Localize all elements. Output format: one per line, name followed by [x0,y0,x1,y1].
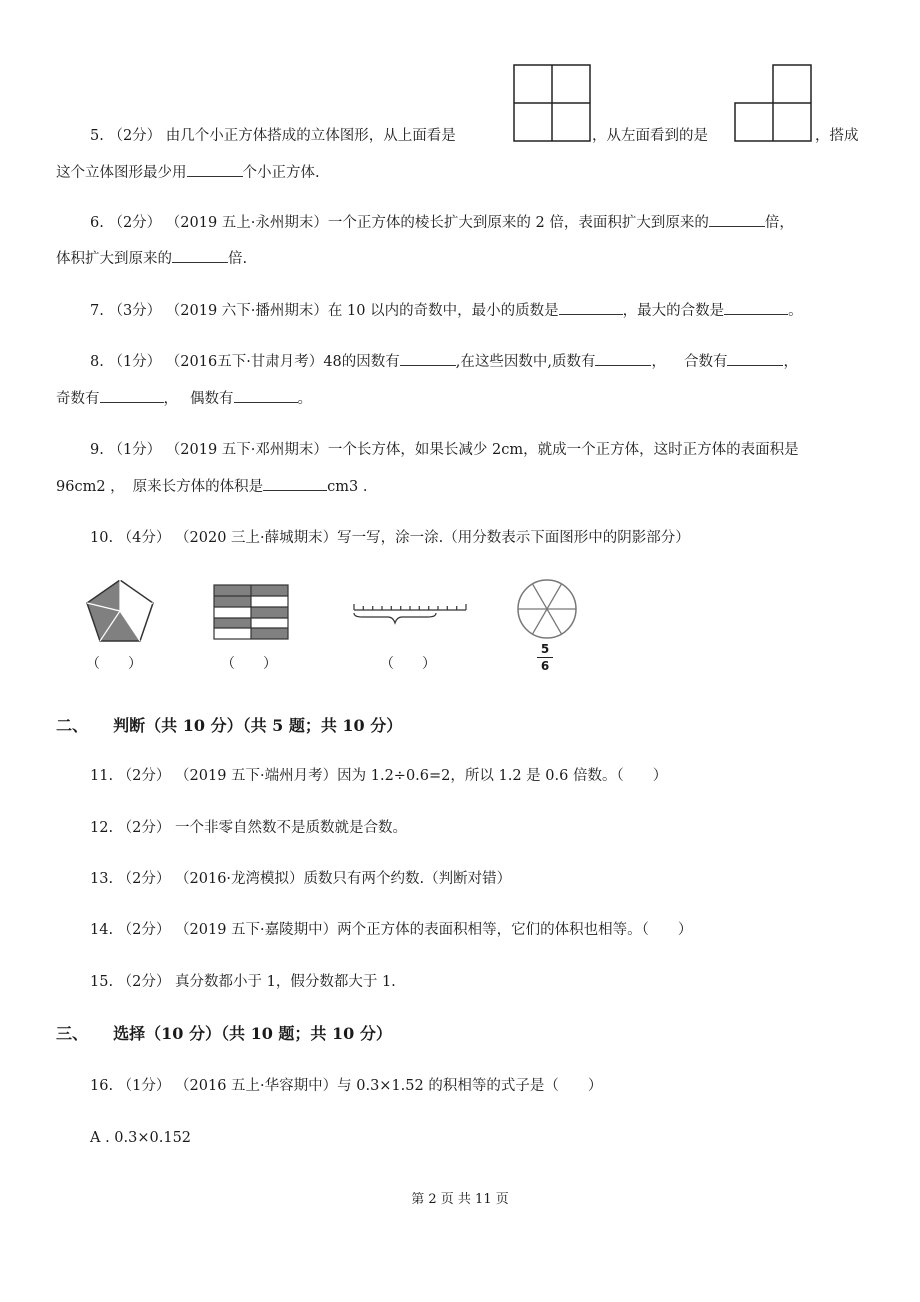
q6-line1 [90,212,794,233]
fraction-bar [537,657,553,658]
q9-line2-area: 96cm2 ， [56,479,125,495]
q6-line2-end: 倍. [228,251,248,267]
number-line-brace-figure [352,600,468,626]
q6-line2 [56,248,247,269]
grid-answer-parens[interactable]: （ ） [221,656,277,672]
q5-text-end: ，搭成 [815,128,859,144]
q7-source: （2019 六下·播州期末） [165,303,328,319]
q8-number: 8. [90,354,104,370]
q8-text-prime: ,在这些因数中,质数有 [455,354,596,370]
fraction-denominator: 6 [540,659,550,673]
q9-text: 一个长方体，如果长减少 2cm，就成一个正方体，这时正方体的表面积是 [327,442,799,458]
q7-blank-composite[interactable] [724,300,788,315]
numberline-answer-parens[interactable]: （ ） [380,656,436,672]
left-view-grid-figure [734,64,812,142]
q15-score: （2分） [117,974,171,990]
q16-option-a[interactable]: A . 0.3×0.152 [90,1130,192,1146]
q6-text-end: 倍， [764,215,794,231]
q15-line [90,972,396,992]
q10-source: （2020 三上·薛城期末） [175,530,338,546]
q6-number: 6. [90,215,104,231]
q8-text-sep2: ， [783,354,798,370]
q8-blank-primes[interactable] [595,351,651,366]
q8-line1 [90,351,798,372]
q10-score: （4分） [117,530,171,546]
q11-score: （2分） [117,768,171,784]
q8-blank-evens[interactable] [234,388,298,403]
q8-text-composite: 合数有 [683,354,728,370]
q16-source: （2016 五上·华容期中） [175,1078,338,1094]
section-3-number: 三、 [56,1024,89,1043]
q9-source: （2019 五下·邓州期末） [165,442,328,458]
section-2-title: 判断（共 10 分）（共 5 题；共 10 分） [113,716,403,735]
q5-number: 5. [90,128,104,144]
q9-number: 9. [90,442,104,458]
q8-source: （2016五下·甘肃月考） [165,354,324,370]
q8-text: 48的因数有 [323,354,400,370]
q11-number: 11. [90,768,114,784]
q13-source: （2016·龙湾模拟） [175,871,304,887]
q12-line [90,818,407,838]
q9-score: （1分） [108,442,162,458]
q9-blank-volume[interactable] [263,476,327,491]
q11-text: 因为 1.2÷0.6=2，所以 1.2 是 0.6 倍数。（ ） [337,768,668,784]
q16-line [90,1076,602,1096]
section-3-title: 选择（10 分）（共 10 题；共 10 分） [113,1024,392,1043]
q11-line [90,766,667,786]
q7-score: （3分） [108,303,162,319]
page-footer: 第 2 页 共 11 页 [411,1192,509,1207]
q8-line2-sep: ， [163,391,178,407]
q8-line2-end: 。 [297,391,312,407]
q8-blank-odds[interactable] [100,388,164,403]
q7-line [90,300,803,321]
q6-source: （2019 五上·永州期末） [165,215,328,231]
q10-text: 写一写，涂一涂.（用分数表示下面图形中的阴影部分） [337,530,690,546]
q10-number: 10. [90,530,114,546]
q12-number: 12. [90,820,114,836]
q6-line2-text: 体积扩大到原来的 [56,251,172,267]
divided-circle-figure [516,578,578,640]
q16-score: （1分） [117,1078,171,1094]
q14-source: （2019 五下·嘉陵期中） [175,922,338,938]
q9-line2-text: 原来长方体的体积是 [132,479,264,495]
shaded-grid-rectangle-figure [213,584,289,640]
q16-text: 与 0.3×1.52 的积相等的式子是（ ） [337,1078,603,1094]
q5-score: （2分） [108,128,162,144]
circle-fraction-label [537,642,553,673]
shaded-pentagon-figure [86,580,154,642]
q13-score: （2分） [117,871,171,887]
q6-blank-volume[interactable] [172,248,228,263]
q16-number: 16. [90,1078,114,1094]
section-2-number: 二、 [56,716,89,735]
q5-answer-blank[interactable] [187,162,243,177]
top-view-grid-figure [513,64,591,142]
section-2-heading [56,716,402,736]
q9-line2-unit: cm3 . [327,479,368,495]
q7-text-mid: ，最大的合数是 [622,303,725,319]
q13-number: 13. [90,871,114,887]
q9-line2 [56,476,367,497]
q8-line2-odd: 奇数有 [56,391,100,407]
q5-text-left-view: ，从左面看到的是 [592,128,708,144]
pentagon-answer-parens[interactable]: （ ） [86,656,142,672]
q5-text: 由几个小正方体搭成的立体图形，从上面看是 [165,128,456,144]
q8-blank-composites[interactable] [727,351,783,366]
q14-text: 两个正方体的表面积相等，它们的体积也相等。（ ） [337,922,693,938]
q5-line2 [56,162,320,183]
q7-text-end: 。 [788,303,803,319]
q8-blank-factors[interactable] [400,351,456,366]
q10-line [90,528,690,548]
q6-blank-surface[interactable] [709,212,765,227]
section-3-heading [56,1024,392,1044]
q8-score: （1分） [108,354,162,370]
q8-line2 [56,388,312,409]
q5-line2-text: 这个立体图形最少用 [56,165,187,181]
q12-text: 一个非零自然数不是质数就是合数。 [175,820,408,836]
q7-text: 在 10 以内的奇数中，最小的质数是 [327,303,559,319]
q7-blank-prime[interactable] [559,300,623,315]
q13-line [90,869,511,889]
fraction-numerator: 5 [540,642,550,656]
q12-score: （2分） [117,820,171,836]
q14-number: 14. [90,922,114,938]
q14-score: （2分） [117,922,171,938]
q6-score: （2分） [108,215,162,231]
q8-text-sep: ， [651,354,666,370]
q5-line2-end: 个小正方体. [242,165,320,181]
q9-line1 [90,440,799,460]
q5-line1 [90,126,456,146]
q13-text: 质数只有两个约数.（判断对错） [303,871,512,887]
q8-line2-even: 偶数有 [190,391,234,407]
q7-number: 7. [90,303,104,319]
q15-text: 真分数都小于 1，假分数都大于 1. [175,974,396,990]
q11-source: （2019 五下·端州月考） [175,768,338,784]
q15-number: 15. [90,974,114,990]
q6-text: 一个正方体的棱长扩大到原来的 2 倍，表面积扩大到原来的 [327,215,709,231]
q14-line [90,920,692,940]
